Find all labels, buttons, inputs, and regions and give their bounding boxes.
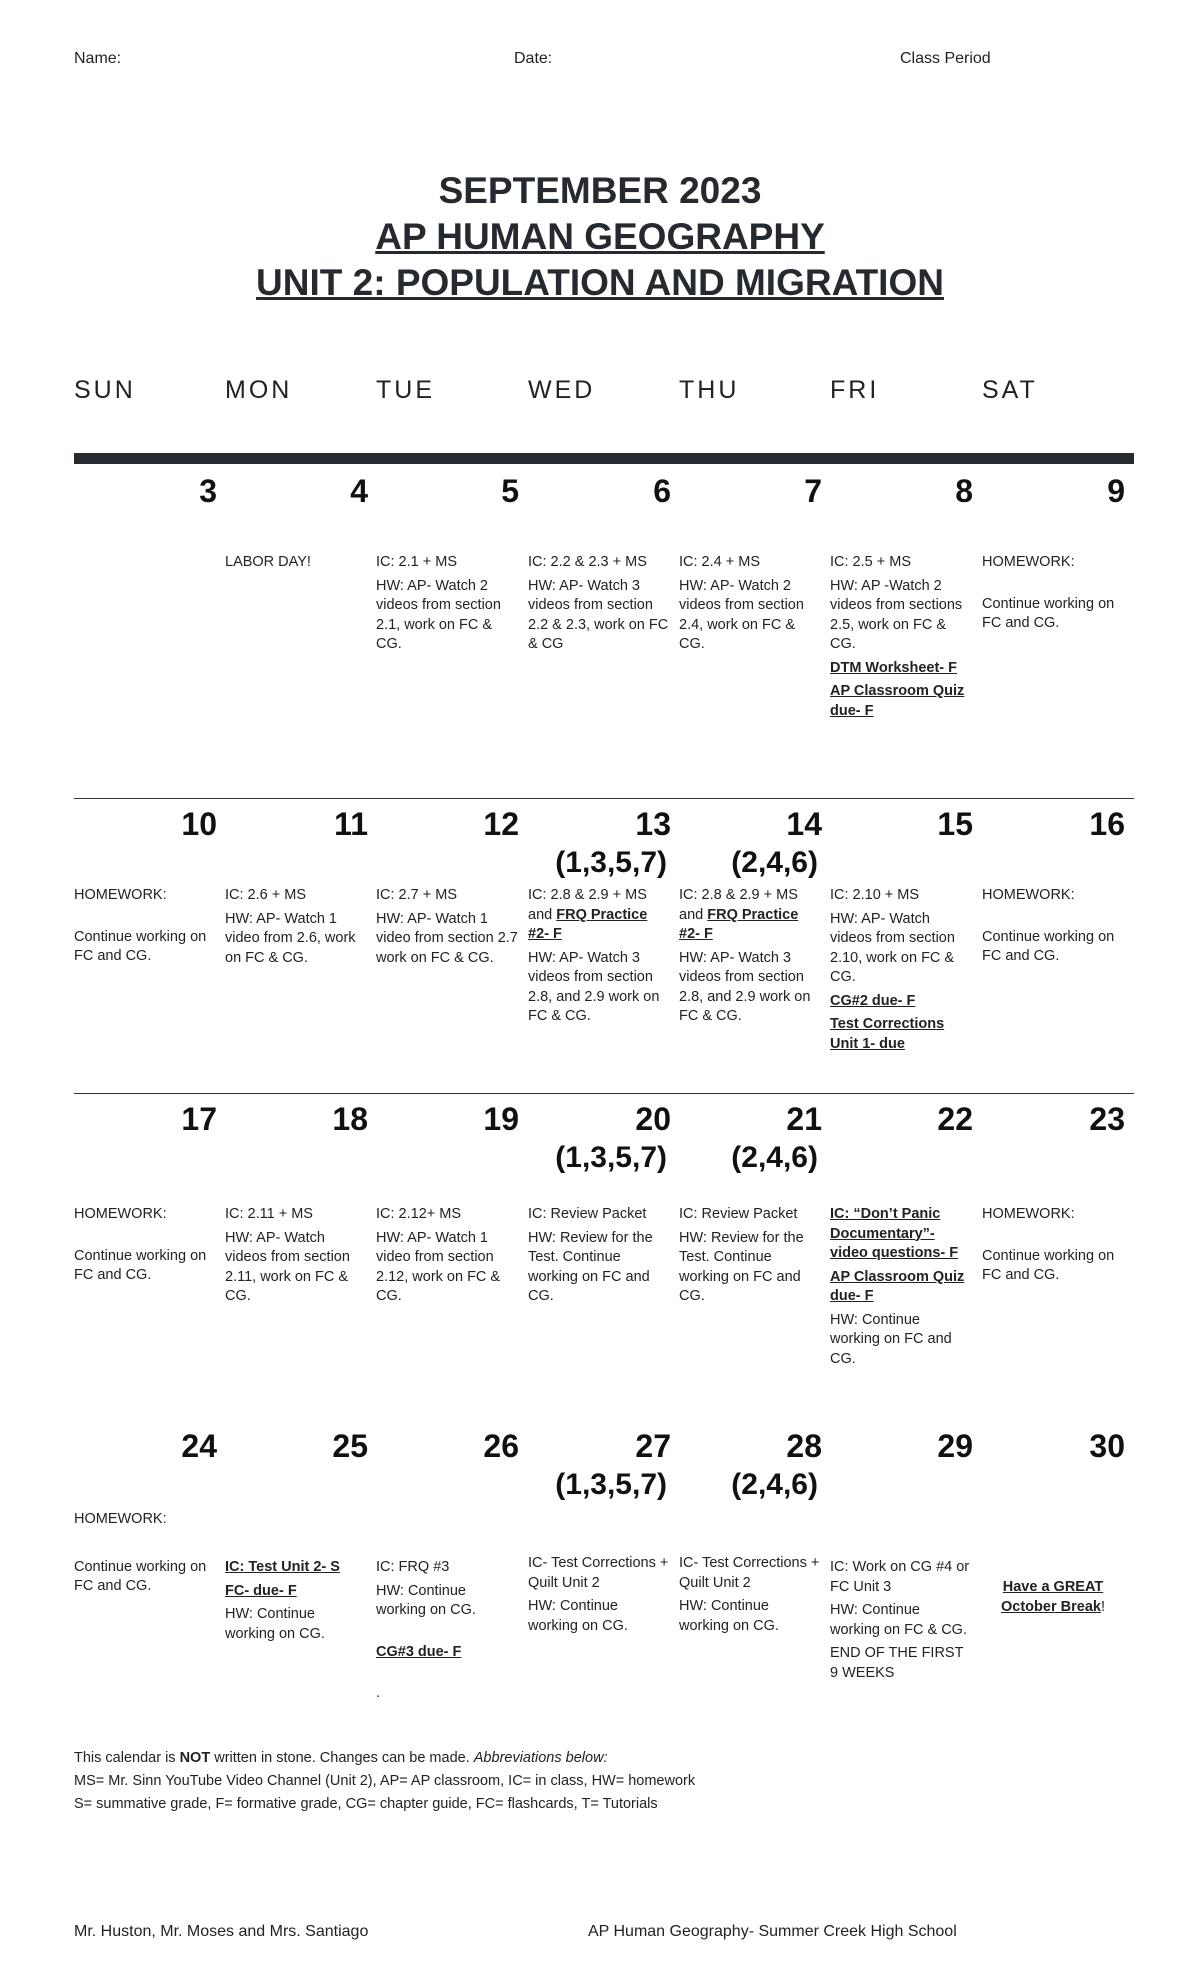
- day-number: 17: [181, 1101, 217, 1137]
- day-number: 20: [635, 1101, 671, 1137]
- weekday-wed: WED: [528, 376, 596, 404]
- day-number: 12: [483, 806, 519, 842]
- entry-text: HW: Review for the Test. Continue working on FC and CG.: [679, 1229, 804, 1304]
- entry-text: LABOR DAY!: [225, 554, 311, 570]
- course-title: AP HUMAN GEOGRAPHY: [375, 216, 825, 257]
- day-number: 25: [332, 1428, 368, 1464]
- schedule-entry: [982, 1205, 1124, 1225]
- entry-text: DTM Worksheet- F: [830, 659, 958, 676]
- name-label: Name:: [74, 50, 122, 67]
- entry-text: HW: AP- Watch 2 videos from section 2.4, work on FC & CG.: [679, 577, 804, 652]
- entry-text: HW: Continue working on CG.: [528, 1598, 628, 1634]
- schedule-entry: [679, 1229, 821, 1307]
- entry-text: !: [1100, 1598, 1105, 1615]
- day-schedule: [982, 553, 1124, 638]
- schedule-entry: [74, 1205, 216, 1225]
- notes-line-1: [74, 1747, 1074, 1770]
- entry-text: IC: 2.4 + MS: [679, 554, 760, 570]
- schedule-entry: [74, 1510, 216, 1530]
- day-schedule: [679, 886, 821, 1031]
- entry-text: IC: Review Packet: [528, 1206, 647, 1222]
- day-number: 23: [1089, 1101, 1125, 1137]
- day-schedule: [225, 1205, 367, 1311]
- day-schedule: [982, 886, 1124, 971]
- schedule-entry: [376, 1205, 518, 1225]
- schedule-entry: [830, 1205, 972, 1264]
- day-schedule: [225, 886, 367, 972]
- entry-text: HW: Continue working on CG.: [376, 1582, 476, 1618]
- day-schedule: [376, 1205, 518, 1311]
- schedule-entry: [830, 1644, 972, 1683]
- day-schedule: [830, 1558, 972, 1687]
- weekday-fri: FRI: [830, 376, 880, 404]
- day-number: 26: [483, 1428, 519, 1464]
- schedule-entry: [376, 886, 518, 906]
- schedule-entry: [830, 577, 972, 655]
- schedule-entry: [225, 1558, 367, 1578]
- day-schedule: [679, 553, 821, 659]
- schedule-entry: [528, 1205, 670, 1225]
- entry-text: AP Classroom Quiz due- F: [830, 683, 965, 719]
- entry-text: IC: 2.11 + MS: [225, 1206, 313, 1222]
- schedule-entry: [74, 928, 216, 967]
- day-number: 5: [501, 473, 519, 509]
- day-number: 21: [786, 1101, 822, 1137]
- day-schedule: [74, 886, 216, 971]
- day-number: 7: [804, 473, 822, 509]
- day-number: 18: [332, 1101, 368, 1137]
- entry-text: HOMEWORK:: [74, 887, 167, 903]
- entry-text: IC- Test Corrections + Quilt Unit 2: [679, 1555, 820, 1591]
- class-periods: (2,4,6): [731, 1141, 818, 1174]
- schedule-entry: [830, 886, 972, 906]
- schedule-entry: [74, 886, 216, 906]
- class-periods: (1,3,5,7): [555, 1141, 667, 1174]
- header-divider: [74, 453, 1134, 464]
- schedule-entry: [376, 1643, 518, 1663]
- schedule-entry: [376, 577, 518, 655]
- entry-text: IC: 2.6 + MS: [225, 887, 306, 903]
- schedule-entry: [830, 1558, 972, 1597]
- schedule-entry: [528, 1597, 670, 1636]
- day-schedule: [376, 553, 518, 659]
- day-schedule: [982, 1578, 1124, 1621]
- entry-text: CG#3 due- F: [376, 1643, 462, 1660]
- entry-text: Continue working on FC and CG.: [74, 1558, 207, 1594]
- entry-text: IC: FRQ #3: [376, 1559, 450, 1575]
- schedule-entry: [528, 886, 670, 945]
- day-schedule: [679, 1554, 821, 1640]
- weekday-mon: MON: [225, 376, 293, 404]
- entry-text: HW: AP- Watch 1 video from 2.6, work on FC & CG.: [225, 910, 356, 966]
- day-number: 14: [786, 806, 822, 842]
- entry-text: Continue working on FC and CG.: [982, 928, 1115, 964]
- schedule-entry: [679, 949, 821, 1027]
- notes-text: written in stone. Changes can be made.: [210, 1750, 474, 1766]
- unit-title: UNIT 2: POPULATION AND MIGRATION: [256, 262, 944, 303]
- schedule-entry: [376, 1684, 518, 1704]
- day-number: 16: [1089, 806, 1125, 842]
- schedule-entry: [982, 886, 1124, 906]
- notes-text: This calendar is: [74, 1750, 180, 1766]
- entry-text: IC- Test Corrections + Quilt Unit 2: [528, 1555, 669, 1591]
- abbreviations-heading: Abbreviations below:: [473, 1750, 608, 1766]
- day-schedule: [376, 1558, 518, 1708]
- entry-text: HOMEWORK:: [982, 887, 1075, 903]
- schedule-entry: [830, 682, 972, 721]
- schedule-entry: [679, 1597, 821, 1636]
- entry-text: Continue working on FC and CG.: [982, 1247, 1115, 1283]
- weekday-sun: SUN: [74, 376, 136, 404]
- schedule-entry: [830, 659, 972, 679]
- notes-line-3: S= summative grade, F= formative grade, CG= chapter guide, FC= flashcards, T= Tutorials: [74, 1796, 658, 1812]
- class-period-label: Class Period: [900, 50, 991, 67]
- day-number: 6: [653, 473, 671, 509]
- day-schedule: [830, 1205, 972, 1373]
- schedule-entry: [225, 1229, 367, 1307]
- schedule-entry: [376, 910, 518, 969]
- day-schedule: [982, 1205, 1124, 1290]
- day-number: 22: [937, 1101, 973, 1137]
- day-number: 4: [350, 473, 368, 509]
- entry-text: HOMEWORK:: [74, 1511, 167, 1527]
- schedule-entry: [528, 577, 670, 655]
- schedule-entry: [679, 886, 821, 945]
- day-schedule: [830, 553, 972, 725]
- weekday-thu: THU: [679, 376, 740, 404]
- schedule-entry: [376, 1558, 518, 1578]
- schedule-entry: [225, 910, 367, 969]
- entry-text: IC: 2.5 + MS: [830, 554, 911, 570]
- day-schedule: [830, 886, 972, 1058]
- month-title: SEPTEMBER 2023: [438, 170, 762, 211]
- entry-text: HW: AP- Watch videos from section 2.11, work on FC & CG.: [225, 1229, 350, 1304]
- schedule-entry: [982, 928, 1124, 967]
- class-periods: (1,3,5,7): [555, 1468, 667, 1501]
- student-header: [74, 50, 1074, 70]
- day-number: 19: [483, 1101, 519, 1137]
- schedule-entry: [830, 1015, 972, 1054]
- entry-text: HOMEWORK:: [982, 554, 1075, 570]
- schedule-entry: [982, 553, 1124, 573]
- entry-text: HW: Continue working on FC & CG.: [830, 1602, 967, 1638]
- date-label: Date:: [514, 50, 553, 67]
- day-number: 11: [334, 806, 368, 842]
- entry-text: AP Classroom Quiz due- F: [830, 1268, 965, 1304]
- day-number: 9: [1107, 473, 1125, 509]
- entry-text: Test Corrections Unit 1- due: [830, 1016, 945, 1052]
- day-number: 15: [937, 806, 973, 842]
- schedule-entry: [528, 1554, 670, 1593]
- entry-text: IC: Test Unit 2- S: [225, 1559, 340, 1575]
- schedule-entry: [225, 1582, 367, 1602]
- notes-line-2: MS= Mr. Sinn YouTube Video Channel (Unit 2), AP= AP classroom, IC= in class, HW= homework: [74, 1773, 696, 1789]
- assignment-due: FRQ Practice #2- F: [528, 906, 648, 942]
- schedule-entry: [376, 553, 518, 573]
- entry-text: IC: 2.2 & 2.3 + MS: [528, 554, 647, 570]
- schedule-entry: [376, 1582, 518, 1621]
- day-number: 29: [937, 1428, 973, 1464]
- schedule-entry: [225, 553, 367, 573]
- class-periods: (1,3,5,7): [555, 846, 667, 879]
- day-number: 3: [199, 473, 217, 509]
- day-schedule: [528, 886, 670, 1031]
- schedule-entry: [830, 1311, 972, 1370]
- entry-text: IC: 2.1 + MS: [376, 554, 457, 570]
- entry-text: HW: AP- Watch 3 videos from section 2.2 & 2.3, work on FC & CG: [528, 577, 669, 652]
- schedule-entry: [679, 577, 821, 655]
- day-schedule: [74, 1205, 216, 1290]
- schedule-entry: [74, 1247, 216, 1286]
- entry-text: IC: “Don’t Panic Documentary”- video questions- F: [830, 1206, 959, 1261]
- schedule-entry: [830, 553, 972, 573]
- entry-text: IC: Work on CG #4 or FC Unit 3: [830, 1559, 970, 1595]
- entry-text: Continue working on FC and CG.: [74, 928, 207, 964]
- notes: [74, 1747, 1074, 1816]
- day-schedule: [74, 1510, 216, 1601]
- schedule-entry: [982, 595, 1124, 634]
- footer-school: AP Human Geography- Summer Creek High School: [588, 1923, 957, 1940]
- entry-text: HW: AP- Watch 1 video from section 2.12, work on FC & CG.: [376, 1229, 501, 1304]
- entry-text: CG#2 due- F: [830, 992, 916, 1009]
- weekday-sat: SAT: [982, 376, 1038, 404]
- day-schedule: [225, 1558, 367, 1648]
- weekday-header: [74, 376, 1134, 406]
- day-schedule: [376, 886, 518, 972]
- assignment-due: FRQ Practice #2- F: [679, 906, 799, 942]
- entry-text: Have a GREAT October Break: [1001, 1579, 1104, 1615]
- schedule-entry: [74, 1558, 216, 1597]
- entry-text: FC- due- F: [225, 1582, 297, 1599]
- calendar-title-block: [0, 168, 1200, 306]
- entry-text: IC: 2.10 + MS: [830, 887, 920, 903]
- day-schedule: [225, 553, 367, 577]
- schedule-entry: [225, 886, 367, 906]
- entry-text: Continue working on FC and CG.: [982, 595, 1115, 631]
- schedule-entry: [679, 1205, 821, 1225]
- schedule-entry: [830, 1268, 972, 1307]
- entry-text: HW: AP- Watch videos from section 2.10, work on FC & CG.: [830, 910, 955, 985]
- footer-teachers: Mr. Huston, Mr. Moses and Mrs. Santiago: [74, 1923, 369, 1940]
- schedule-entry: [679, 1554, 821, 1593]
- week-divider: [74, 798, 1134, 799]
- entry-text: Continue working on FC and CG.: [74, 1247, 207, 1283]
- day-number: 24: [181, 1428, 217, 1464]
- day-number: 30: [1089, 1428, 1125, 1464]
- schedule-entry: [528, 1229, 670, 1307]
- class-periods: (2,4,6): [731, 846, 818, 879]
- entry-text: HW: AP- Watch 3 videos from section 2.8, and 2.9 work on FC & CG.: [528, 949, 660, 1024]
- entry-text: HW: AP- Watch 1 video from section 2.7 work on FC & CG.: [376, 910, 518, 966]
- entry-text: HW: AP- Watch 2 videos from section 2.1, work on FC & CG.: [376, 577, 501, 652]
- entry-text: HW: AP -Watch 2 videos from sections 2.5, work on FC & CG.: [830, 577, 963, 652]
- entry-text: HW: Review for the Test. Continue working on FC and CG.: [528, 1229, 653, 1304]
- class-periods: (2,4,6): [731, 1468, 818, 1501]
- schedule-entry: [982, 1578, 1124, 1617]
- day-number: 10: [181, 806, 217, 842]
- entry-text: IC: 2.8 & 2.9 + MS and: [679, 887, 798, 923]
- entry-text: IC: 2.12+ MS: [376, 1206, 462, 1222]
- day-number: 13: [635, 806, 671, 842]
- day-schedule: [528, 1554, 670, 1640]
- day-schedule: [679, 1205, 821, 1311]
- entry-text: IC: 2.8 & 2.9 + MS and: [528, 887, 647, 923]
- schedule-entry: [528, 553, 670, 573]
- schedule-entry: [830, 1601, 972, 1640]
- entry-text: HW: Continue working on CG.: [225, 1606, 325, 1642]
- schedule-entry: [830, 992, 972, 1012]
- week-divider: [74, 1093, 1134, 1094]
- entry-text: .: [376, 1685, 381, 1701]
- entry-text: IC: Review Packet: [679, 1206, 798, 1222]
- schedule-entry: [225, 1605, 367, 1644]
- day-schedule: [528, 1205, 670, 1311]
- schedule-entry: [528, 949, 670, 1027]
- entry-text: HW: Continue working on CG.: [679, 1598, 779, 1634]
- entry-text: END OF THE FIRST 9 WEEKS: [830, 1645, 964, 1681]
- day-number: 27: [635, 1428, 671, 1464]
- schedule-entry: [225, 1205, 367, 1225]
- day-number: 28: [786, 1428, 822, 1464]
- entry-text: HOMEWORK:: [74, 1206, 167, 1222]
- entry-text: HW: AP- Watch 3 videos from section 2.8, and 2.9 work on FC & CG.: [679, 949, 811, 1024]
- entry-text: HW: Continue working on FC and CG.: [830, 1311, 952, 1367]
- weekday-tue: TUE: [376, 376, 435, 404]
- entry-text: IC: 2.7 + MS: [376, 887, 457, 903]
- schedule-entry: [982, 1247, 1124, 1286]
- day-number: 8: [955, 473, 973, 509]
- schedule-entry: [830, 910, 972, 988]
- day-schedule: [528, 553, 670, 659]
- entry-text: HOMEWORK:: [982, 1206, 1075, 1222]
- schedule-entry: [679, 553, 821, 573]
- notes-emphasis: NOT: [179, 1750, 211, 1766]
- schedule-entry: [376, 1229, 518, 1307]
